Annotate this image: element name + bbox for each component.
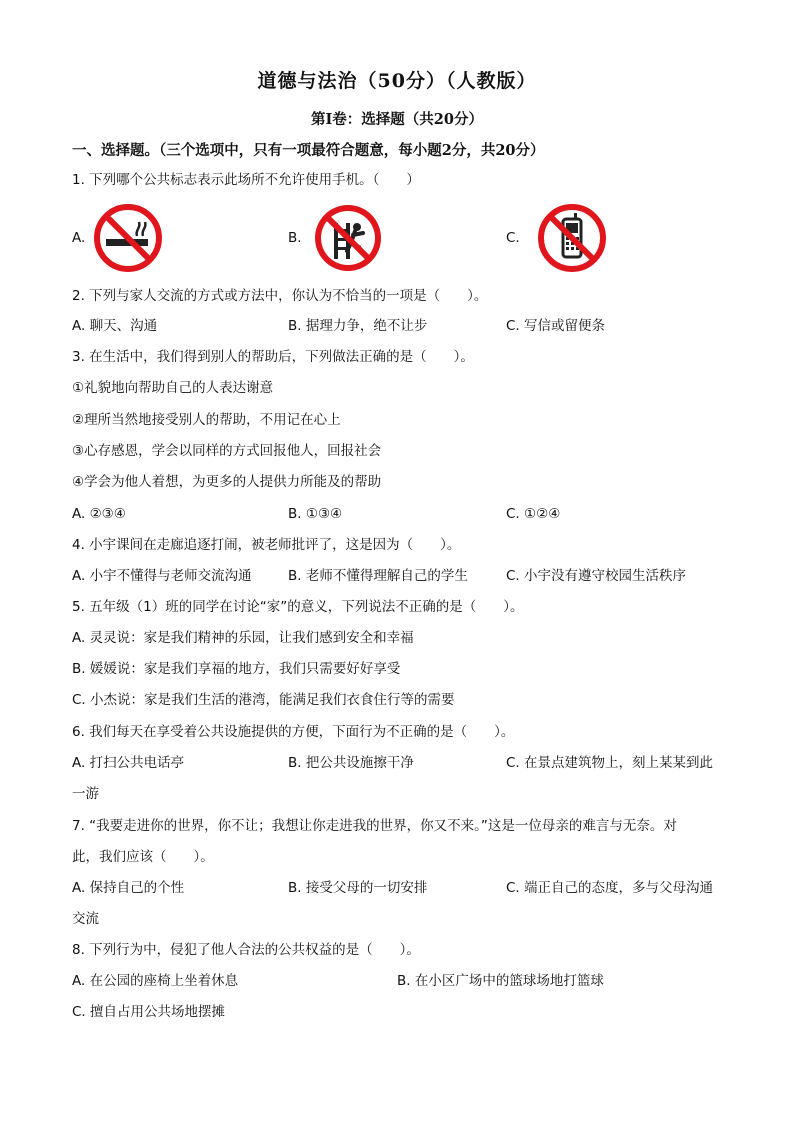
q3-option-c: C. ①②④ (506, 506, 561, 522)
q7-option-c: C. 端正自己的态度，多与父母沟通 (506, 880, 714, 896)
question-3-stem: 3. 在生活中，我们得到别人的帮助后，下列做法正确的是（ ）。 (72, 349, 474, 365)
q6-option-c: C. 在景点建筑物上，刻上某某到此 (506, 755, 714, 771)
q6-option-a: A. 打扫公共电话亭 (72, 755, 185, 771)
q7-option-b: B. 接受父母的一切安排 (288, 880, 428, 896)
q3-item-1: ①礼貌地向帮助自己的人表达谢意 (72, 380, 274, 396)
q6-option-c-continued: 一游 (72, 786, 99, 802)
question-2-stem: 2. 下列与家人交流的方式或方法中，你认为不恰当的一项是（ ）。 (72, 288, 488, 304)
question-4-stem: 4. 小宇课间在走廊追逐打闹，被老师批评了，这是因为（ ）。 (72, 537, 461, 553)
q1-option-c-label: C. (506, 230, 520, 246)
q6-option-b: B. 把公共设施擦干净 (288, 755, 414, 771)
question-5-stem: 5. 五年级（1）班的同学在讨论“家”的意义，下列说法不正确的是（ ）。 (72, 599, 524, 615)
q3-option-a: A. ②③④ (72, 506, 126, 522)
section-heading: 一、选择题。（三个选项中，只有一项最符合题意，每小题2分，共20分） (72, 142, 545, 159)
q3-item-2: ②理所当然地接受别人的帮助，不用记在心上 (72, 412, 341, 428)
q1-option-b-label: B. (288, 230, 302, 246)
question-1-stem: 1. 下列哪个公共标志表示此场所不允许使用手机。（ ） (72, 172, 420, 188)
question-7-stem: 7. “我要走进你的世界，你不让；我想让你走进我的世界，你又不来。”这是一位母亲的难言与无奈。对 (72, 818, 677, 834)
question-7-stem-continued: 此，我们应该（ ）。 (72, 849, 214, 865)
q7-option-c-continued: 交流 (72, 911, 99, 927)
q7-option-a: A. 保持自己的个性 (72, 880, 185, 896)
q2-option-a: A. 聊天、沟通 (72, 318, 158, 334)
q4-option-b: B. 老师不懂得理解自己的学生 (288, 568, 468, 584)
q4-option-c: C. 小宇没有遵守校园生活秩序 (506, 568, 687, 584)
part-subtitle: 第Ⅰ卷：选择题（共20分） (311, 111, 483, 128)
q2-option-b: B. 据理力争，绝不让步 (288, 318, 428, 334)
page-title: 道德与法治（50分）（人教版） (257, 70, 537, 92)
q4-option-a: A. 小宇不懂得与老师交流沟通 (72, 568, 252, 584)
no-mobile-phone-icon (537, 203, 607, 273)
q3-item-3: ③心存感恩，学会以同样的方式回报他人，回报社会 (72, 443, 382, 459)
q3-item-4: ④学会为他人着想，为更多的人提供力所能及的帮助 (72, 474, 382, 490)
no-smoking-icon (93, 203, 163, 273)
q5-option-c: C. 小杰说：家是我们生活的港湾，能满足我们衣食住行等的需要 (72, 692, 455, 708)
q8-option-b: B. 在小区广场中的篮球场地打篮球 (397, 973, 604, 989)
q8-option-c: C. 擅自占用公共场地摆摊 (72, 1004, 226, 1020)
q5-option-b: B. 媛媛说：家是我们享福的地方，我们只需要好好享受 (72, 661, 401, 677)
question-6-stem: 6. 我们每天在享受着公共设施提供的方便，下面行为不正确的是（ ）。 (72, 724, 515, 740)
q1-option-a-label: A. (72, 230, 86, 246)
q8-option-a: A. 在公园的座椅上坐着休息 (72, 973, 239, 989)
q3-option-b: B. ①③④ (288, 506, 343, 522)
question-8-stem: 8. 下列行为中，侵犯了他人合法的公共权益的是（ ）。 (72, 942, 420, 958)
no-climbing-icon (313, 203, 383, 273)
q2-option-c: C. 写信或留便条 (506, 318, 606, 334)
q5-option-a: A. 灵灵说：家是我们精神的乐园，让我们感到安全和幸福 (72, 630, 414, 646)
